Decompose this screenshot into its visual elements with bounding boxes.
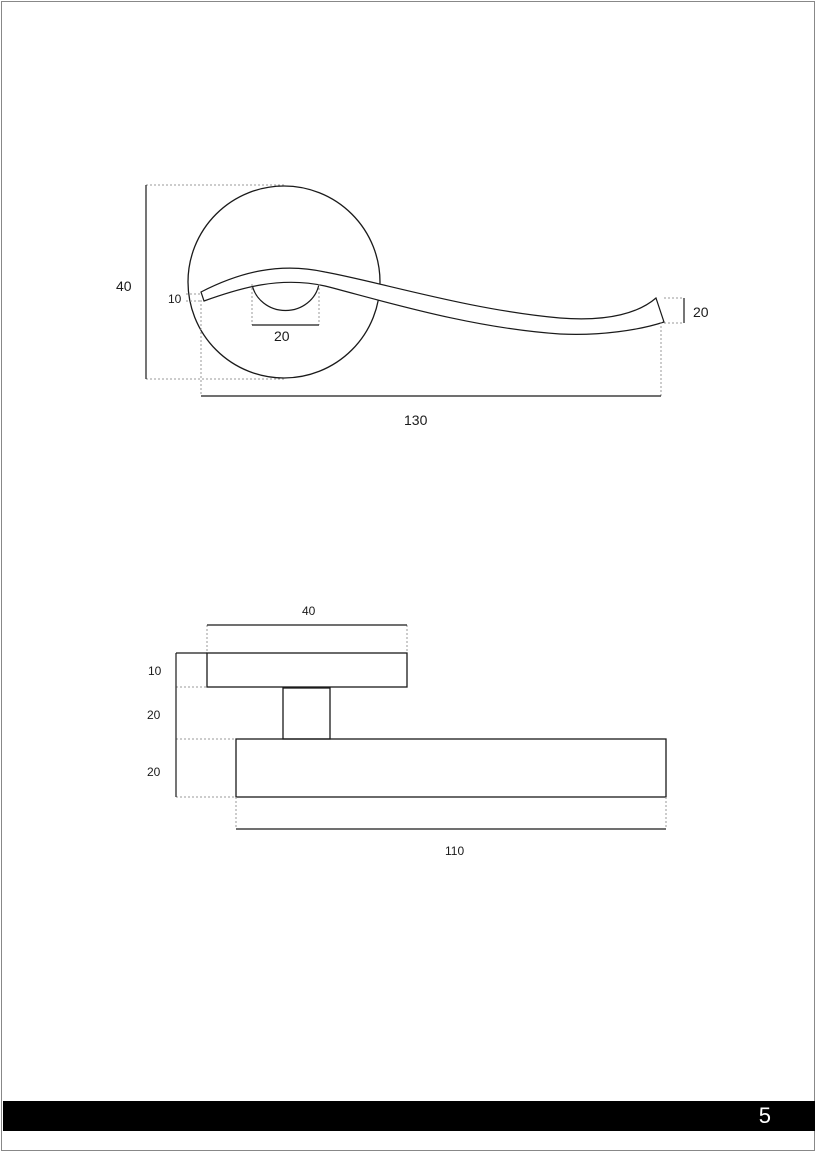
dim-label-lever-end: 10: [168, 292, 182, 306]
dim-label-tip: 20: [693, 304, 709, 320]
dim-label-lever-height: 20: [147, 765, 161, 779]
dim-label-rose-width: 40: [302, 604, 316, 618]
dim-label-neck-height: 20: [147, 708, 161, 722]
side-view: [147, 604, 666, 858]
dim-label-height: 40: [116, 278, 132, 294]
footer-bar: [3, 1101, 815, 1131]
rose-plate: [207, 653, 407, 687]
top-view: [116, 185, 709, 428]
dim-label-lever-length: 110: [445, 844, 465, 858]
dim-label-rose-thickness: 10: [148, 664, 162, 678]
dim-label-length: 130: [404, 412, 428, 428]
lever-bar: [236, 739, 666, 797]
spindle-recess-arc: [252, 284, 319, 311]
neck-block: [283, 688, 330, 739]
dim-label-recess: 20: [274, 328, 290, 344]
page-number: 5: [758, 1103, 771, 1128]
